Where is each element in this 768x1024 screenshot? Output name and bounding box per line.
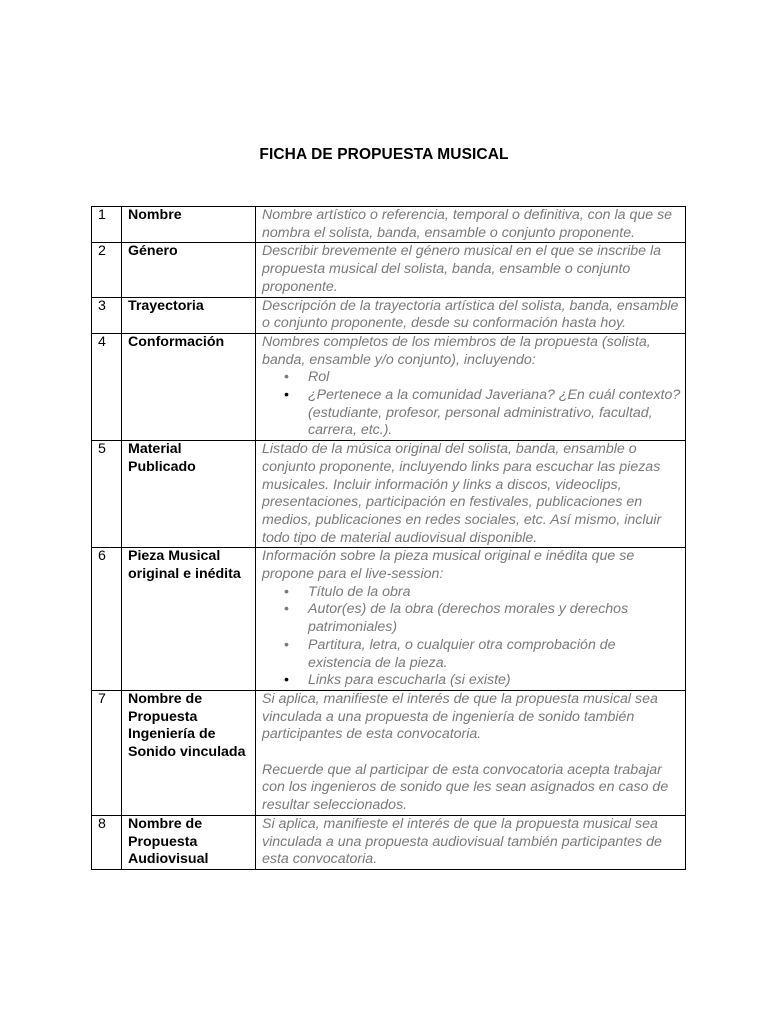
list-item [284,636,681,672]
table-row [92,297,686,333]
row-number: 4 [92,333,122,440]
list-item [284,369,681,387]
list-item-text: ¿Pertenece a la comunidad Javeriana? ¿En cuál contexto? (estudiante, profesor, personal administrativo, facultad, carrera, etc.). [308,387,681,439]
list-item-text: Título de la obra [308,583,411,600]
row-description: Descripción de la trayectoria artística del solista, banda, ensamble o conjunto proponente, desde su conformación hasta hoy. [256,297,686,333]
list-item [284,672,681,690]
bullet-icon: • [284,369,289,386]
row-description-text: Si aplica, manifieste el interés de que la propuesta musical sea vinculada a una propuesta de ingeniería de sonido también participantes de esta convocatoria. [262,690,658,743]
row-number: 8 [92,815,122,869]
bullet-icon: • [284,672,289,689]
page-title: FICHA DE PROPUESTA MUSICAL [259,146,509,163]
bullet-icon: • [284,601,289,618]
row-number: 7 [92,690,122,815]
row-description: Describir brevemente el género musical en el que se inscribe la propuesta musical del solista, banda, ensamble o conjunto proponente. [256,243,686,297]
paragraph-spacer [262,744,681,762]
row-label: Nombre de Propuesta Ingeniería de Sonido vinculada [122,690,256,815]
row-label: Nombre [122,207,256,243]
row-description [256,333,686,440]
list-item [284,387,681,440]
bullet-icon: • [284,636,289,653]
row-label: Nombre de Propuesta Audiovisual [122,815,256,869]
list-item-text: Rol [308,369,330,386]
row-description-note: Recuerde que al participar de esta convocatoria acepta trabajar con los ingenieros de sonido que les sean asignados en caso de resultar seleccionados. [262,761,669,814]
table-row [92,548,686,691]
list-item-text: Links para escucharla (si existe) [308,672,511,689]
row-description [256,548,686,691]
row-description: Listado de la música original del solista, banda, ensamble o conjunto proponente, incluyendo links para escuchar las piezas musicales. Incluir información y links a discos, videoclips, presentaciones, participación en festivales, publicaciones en medios, publicaciones en redes sociales, etc. Así mismo, incluir todo tipo de material audiovisual disponible. [256,441,686,548]
bullet-list [262,369,681,440]
table-row [92,441,686,548]
bullet-icon: • [284,387,289,404]
table-row [92,815,686,869]
table-row [92,690,686,815]
row-number: 5 [92,441,122,548]
row-description-text: Nombres completos de los miembros de la propuesta (solista, banda, ensamble y/o conjunto), incluyendo: [262,333,651,368]
proposal-form-table [91,206,686,870]
list-item-text: Partitura, letra, o cualquier otra comprobación de existencia de la pieza. [308,636,616,671]
row-number: 6 [92,548,122,691]
list-item-text: Autor(es) de la obra (derechos morales y derechos patrimoniales) [308,601,629,636]
row-description: Si aplica, manifieste el interés de que la propuesta musical sea vinculada a una propuesta audiovisual también participantes de esta convocatoria. [256,815,686,869]
list-item [284,601,681,636]
row-label: Trayectoria [122,297,256,333]
table-row [92,243,686,297]
list-item [284,583,681,602]
row-label: Material Publicado [122,441,256,548]
row-number: 3 [92,297,122,333]
row-label: Pieza Musical original e inédita [122,548,256,691]
row-number: 2 [92,243,122,297]
table-row [92,333,686,440]
row-number: 1 [92,207,122,243]
row-description: Nombre artístico o referencia, temporal o definitiva, con la que se nombra el solista, banda, ensamble o conjunto proponente. [256,207,686,243]
bullet-list [262,584,681,690]
row-label: Género [122,243,256,297]
row-description-text: Información sobre la pieza musical original e inédita que se propone para el live-session: [262,548,635,583]
bullet-icon: • [284,583,289,600]
table-row [92,207,686,243]
row-description [256,690,686,815]
row-label: Conformación [122,333,256,440]
